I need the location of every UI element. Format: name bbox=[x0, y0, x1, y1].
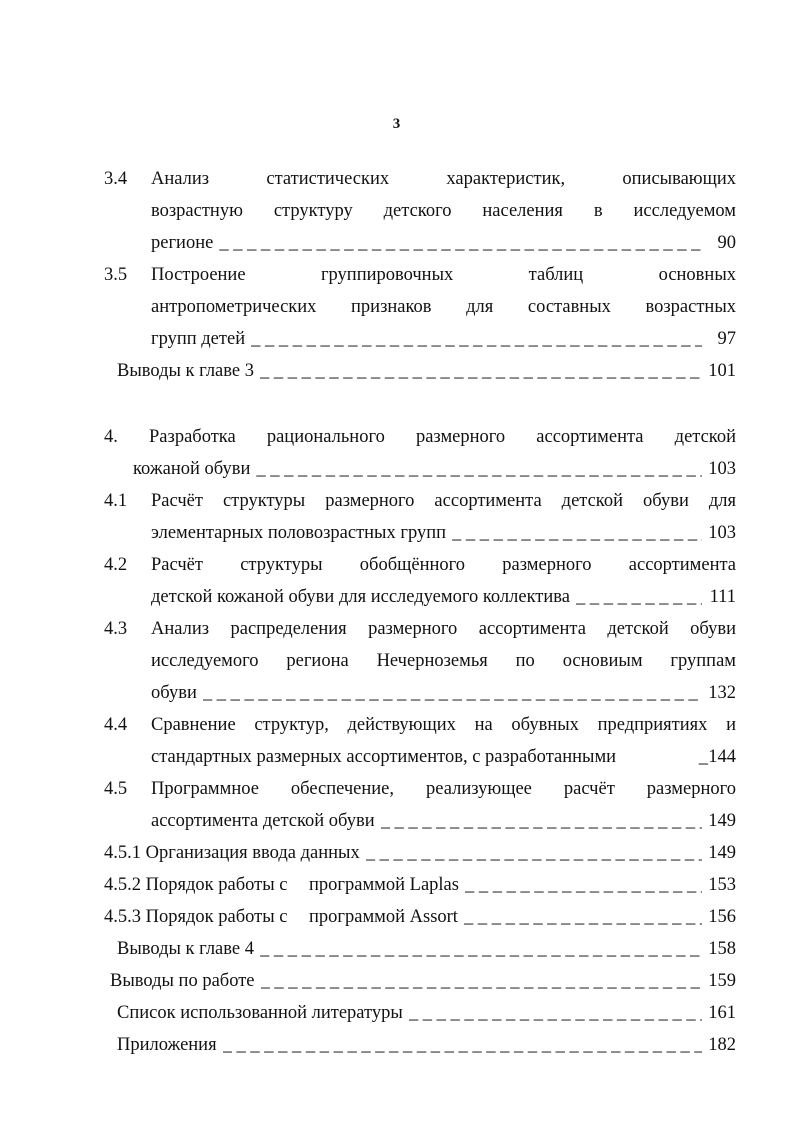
toc-entry-4-2 bbox=[104, 549, 736, 581]
entry-leader-line bbox=[104, 837, 736, 869]
page-ref: 149 bbox=[708, 843, 736, 863]
entry-text: ассортимента детской обуви bbox=[151, 811, 375, 831]
entry-leader-line bbox=[110, 965, 736, 997]
entry-line bbox=[104, 323, 736, 355]
page-ref: 158 bbox=[708, 939, 736, 959]
toc-entry-conclusions-3 bbox=[104, 355, 736, 387]
toc-entry-4-5-1 bbox=[104, 837, 736, 869]
entry-text: стандартных размерных ассортиментов, с разработанными bbox=[151, 747, 617, 767]
entry-text: 4. Разработка рационального размерного ассортимента детской bbox=[104, 427, 736, 447]
entry-text: групп детей bbox=[151, 329, 246, 349]
entry-leader-line bbox=[117, 997, 736, 1029]
entry-text: Выводы по работе bbox=[110, 971, 255, 991]
entry-text: Выводы к главе 4 bbox=[117, 939, 254, 959]
page-ref: 97 bbox=[717, 329, 736, 349]
entry-text-continued: программой Assort bbox=[309, 907, 458, 927]
entry-text: Анализ распределения размерного ассортимента детской обуви bbox=[151, 619, 736, 639]
entry-leader-line bbox=[117, 1029, 736, 1061]
dot-leader bbox=[203, 677, 702, 709]
entry-line bbox=[104, 291, 736, 323]
entry-text: элементарных половозрастных групп bbox=[151, 523, 447, 543]
page-ref: 161 bbox=[708, 1003, 736, 1023]
section-number: 4.5 bbox=[104, 779, 128, 799]
toc-entry-4-5 bbox=[104, 773, 736, 805]
page-ref: 156 bbox=[708, 907, 736, 927]
entry-text: Построение группировочных таблиц основных bbox=[151, 265, 736, 285]
entry-line bbox=[104, 517, 736, 549]
page-ref: 90 bbox=[717, 233, 736, 253]
toc-entry-4-1 bbox=[104, 485, 736, 517]
entry-text: возрастную структуру детского населения в исследуемом bbox=[151, 201, 736, 221]
dot-leader bbox=[256, 453, 702, 485]
entry-line bbox=[104, 677, 736, 709]
dot-leader bbox=[576, 581, 702, 613]
section-number: 3.4 bbox=[104, 169, 128, 189]
entry-text: Сравнение структур, действующих на обувных предприятиях и bbox=[151, 715, 736, 735]
dot-leader bbox=[465, 869, 702, 901]
dot-leader bbox=[261, 965, 702, 997]
entry-text: Список использованной литературы bbox=[117, 1003, 403, 1023]
section-number: 4.1 bbox=[104, 491, 128, 511]
page-ref: 149 bbox=[708, 811, 736, 831]
entry-text: Приложения bbox=[117, 1035, 217, 1055]
entry-text: детской кожаной обуви для исследуемого коллектива bbox=[151, 587, 570, 607]
dot-leader bbox=[223, 1029, 702, 1061]
entry-leader-line bbox=[151, 517, 736, 549]
section-number: 3.5 bbox=[104, 265, 128, 285]
page-ref: 111 bbox=[709, 587, 736, 607]
entry-text: 4.5.2 Порядок работы с bbox=[104, 875, 288, 895]
dot-leader bbox=[366, 837, 702, 869]
toc-entry-4-5-3 bbox=[104, 901, 736, 933]
entry-text: кожаной обуви bbox=[133, 459, 251, 479]
entry-line bbox=[104, 453, 736, 485]
dot-leader bbox=[464, 901, 702, 933]
page-ref: 159 bbox=[708, 971, 736, 991]
toc-entry-4-3 bbox=[104, 613, 736, 645]
entry-text: Программное обеспечение, реализующее расчёт размерного bbox=[151, 779, 736, 799]
entry-text: антропометрических признаков для составных возрастных bbox=[151, 297, 736, 317]
table-of-contents bbox=[104, 163, 736, 1061]
entry-text: Расчёт структуры обобщённого размерного ассортимента bbox=[151, 555, 736, 575]
entry-text: Анализ статистических характеристик, описывающих bbox=[151, 169, 736, 189]
entry-line bbox=[104, 741, 736, 773]
entry-leader-line bbox=[104, 901, 736, 933]
toc-entry-references bbox=[104, 997, 736, 1029]
entry-leader-line bbox=[133, 453, 736, 485]
entry-leader-line bbox=[117, 355, 736, 387]
entry-line bbox=[104, 645, 736, 677]
entry-leader-line bbox=[151, 581, 736, 613]
page-ref: 153 bbox=[708, 875, 736, 895]
entry-text: 4.5.3 Порядок работы с bbox=[104, 907, 288, 927]
toc-entry-4-4 bbox=[104, 709, 736, 741]
section-number: 4.3 bbox=[104, 619, 128, 639]
underscore: _ bbox=[698, 747, 708, 767]
entry-line bbox=[104, 227, 736, 259]
toc-entry-3-5 bbox=[104, 259, 736, 291]
entry-leader-line bbox=[151, 227, 736, 259]
entry-text: регионе bbox=[151, 233, 214, 253]
page-ref: 103 bbox=[708, 523, 736, 543]
toc-entry-conclusions-4 bbox=[104, 933, 736, 965]
entry-leader-line bbox=[151, 805, 736, 837]
page-ref: 103 bbox=[708, 459, 736, 479]
toc-entry-chapter-4 bbox=[104, 421, 736, 453]
dot-leader bbox=[260, 355, 702, 387]
entry-text: Выводы к главе 3 bbox=[117, 361, 254, 381]
dot-leader bbox=[251, 323, 702, 355]
entry-leader-line bbox=[117, 933, 736, 965]
page-ref: 132 bbox=[708, 683, 736, 703]
page-ref: 101 bbox=[708, 361, 736, 381]
entry-leader-line bbox=[151, 741, 736, 773]
dot-leader bbox=[452, 517, 702, 549]
entry-text-continued: программой Laplas bbox=[309, 875, 459, 895]
spacer bbox=[104, 387, 736, 421]
dot-leader bbox=[381, 805, 702, 837]
toc-entry-3-4 bbox=[104, 163, 736, 195]
dot-leader bbox=[409, 997, 702, 1029]
entry-line bbox=[104, 195, 736, 227]
page-number: 3 bbox=[392, 116, 401, 132]
entry-leader-line bbox=[151, 323, 736, 355]
entry-text: Расчёт структуры размерного ассортимента детской обуви для bbox=[151, 491, 736, 511]
entry-text: 4.5.1 Организация ввода данных bbox=[104, 843, 360, 863]
section-number: 4.2 bbox=[104, 555, 128, 575]
entry-leader-line bbox=[104, 869, 736, 901]
section-number: 4.4 bbox=[104, 715, 128, 735]
entry-line bbox=[104, 805, 736, 837]
toc-entry-appendices bbox=[104, 1029, 736, 1061]
entry-leader-line bbox=[151, 677, 736, 709]
page-ref: 182 bbox=[708, 1035, 736, 1055]
entry-text: исследуемого региона Нечерноземья по основиым группам bbox=[151, 651, 736, 671]
dot-leader bbox=[219, 227, 702, 259]
entry-line bbox=[104, 581, 736, 613]
page-ref: 144 bbox=[708, 747, 736, 767]
toc-entry-work-conclusions bbox=[104, 965, 736, 997]
dot-leader bbox=[260, 933, 702, 965]
toc-entry-4-5-2 bbox=[104, 869, 736, 901]
entry-text: обуви bbox=[151, 683, 197, 703]
